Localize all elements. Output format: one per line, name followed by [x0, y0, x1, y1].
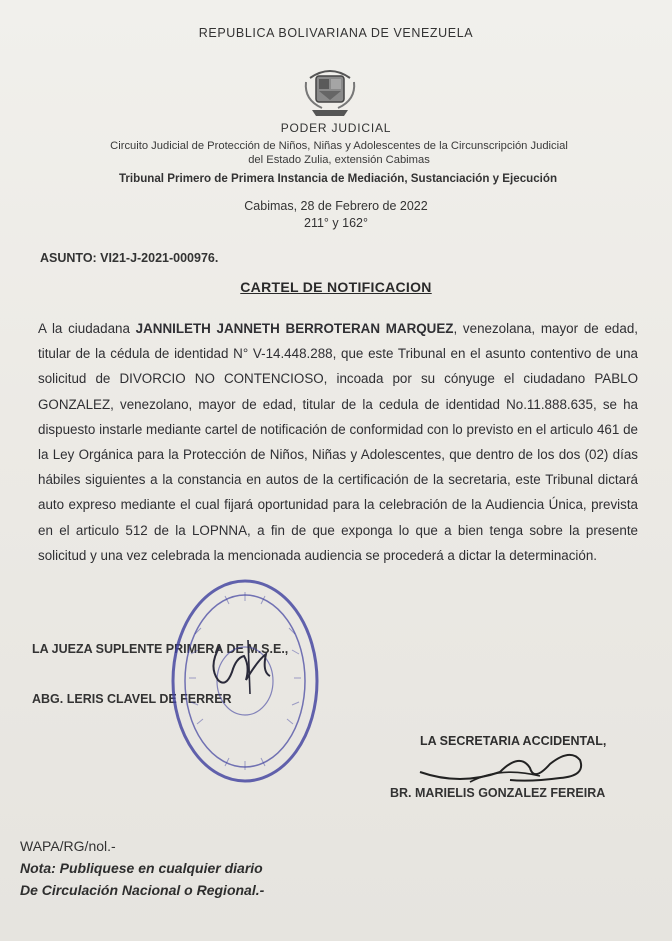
notified-party-name: JANNILETH JANNETH BERROTERAN MARQUEZ — [135, 321, 454, 336]
notification-body — [38, 316, 638, 568]
document-years: 211° y 162° — [304, 216, 368, 230]
document-date: Cabimas, 28 de Febrero de 2022 — [244, 199, 428, 213]
circuit-line-1: Circuito Judicial de Protección de Niños, Niñas y Adolescentes de la Circunscripción Judicial — [110, 140, 568, 152]
circuit-heading — [44, 139, 634, 167]
publication-note-line-2: De Circulación Nacional o Regional.- — [20, 882, 265, 898]
secretary-signature-icon — [410, 742, 610, 792]
coat-of-arms-emblem-icon — [302, 60, 358, 120]
judge-title: LA JUEZA SUPLENTE PRIMERA DE M.S.E., — [32, 642, 289, 656]
body-text: , venezolana, mayor de edad, titular de la cédula de identidad N° V-14.448.288, que este Tribunal en el asunto contentivo de una solicitud de DIVORCIO NO CONTENCIOSO, incoada por su cónyuge el ciudadano PABLO GONZALEZ, venezolano, mayor de edad, titular de la cedula de identidad No.11.888.635, se ha dispuesto instarle mediante cartel de notificación de conformidad con lo previsto en el articulo 461 de la Ley Orgánica para la Protección de Niños, Niñas y Adolescentes, que dentro de los dos (02) días hábiles siguientes a la constancia en autos de la certificación de la secretaria, este Tribunal dictará auto expreso mediante el cual fijará oportunidad para la celebración de la Audiencia Única, prevista en el articulo 512 de la LOPNNA, a fin de que exponga lo que a bien tenga sobre la presente solicitud y una vez celebrada la mencionada audiencia se procederá a dictar la determinación. — [38, 321, 638, 563]
document-title — [0, 279, 672, 297]
body-intro: A la ciudadana — [38, 321, 136, 336]
judge-signature-icon — [200, 636, 290, 698]
secretary-name: BR. MARIELIS GONZALEZ FEREIRA — [390, 786, 606, 800]
secretary-title: LA SECRETARIA ACCIDENTAL, — [420, 734, 607, 748]
judicial-power-heading: PODER JUDICIAL — [280, 121, 392, 135]
reference-initials: WAPA/RG/nol.- — [20, 838, 116, 854]
case-number: ASUNTO: VI21-J-2021-000976. — [40, 251, 219, 265]
republic-heading: REPUBLICA BOLIVARIANA DE VENEZUELA — [198, 26, 474, 40]
circuit-line-2: del Estado Zulia, extensión Cabimas — [248, 154, 430, 166]
document-title-text: CARTEL DE NOTIFICACION — [240, 279, 432, 295]
publication-note-line-1: Nota: Publiquese en cualquier diario — [20, 860, 263, 876]
tribunal-heading: Tribunal Primero de Primera Instancia de Mediación, Sustanciación y Ejecución — [118, 172, 558, 185]
judge-name: ABG. LERIS CLAVEL DE FERRER — [32, 692, 232, 706]
